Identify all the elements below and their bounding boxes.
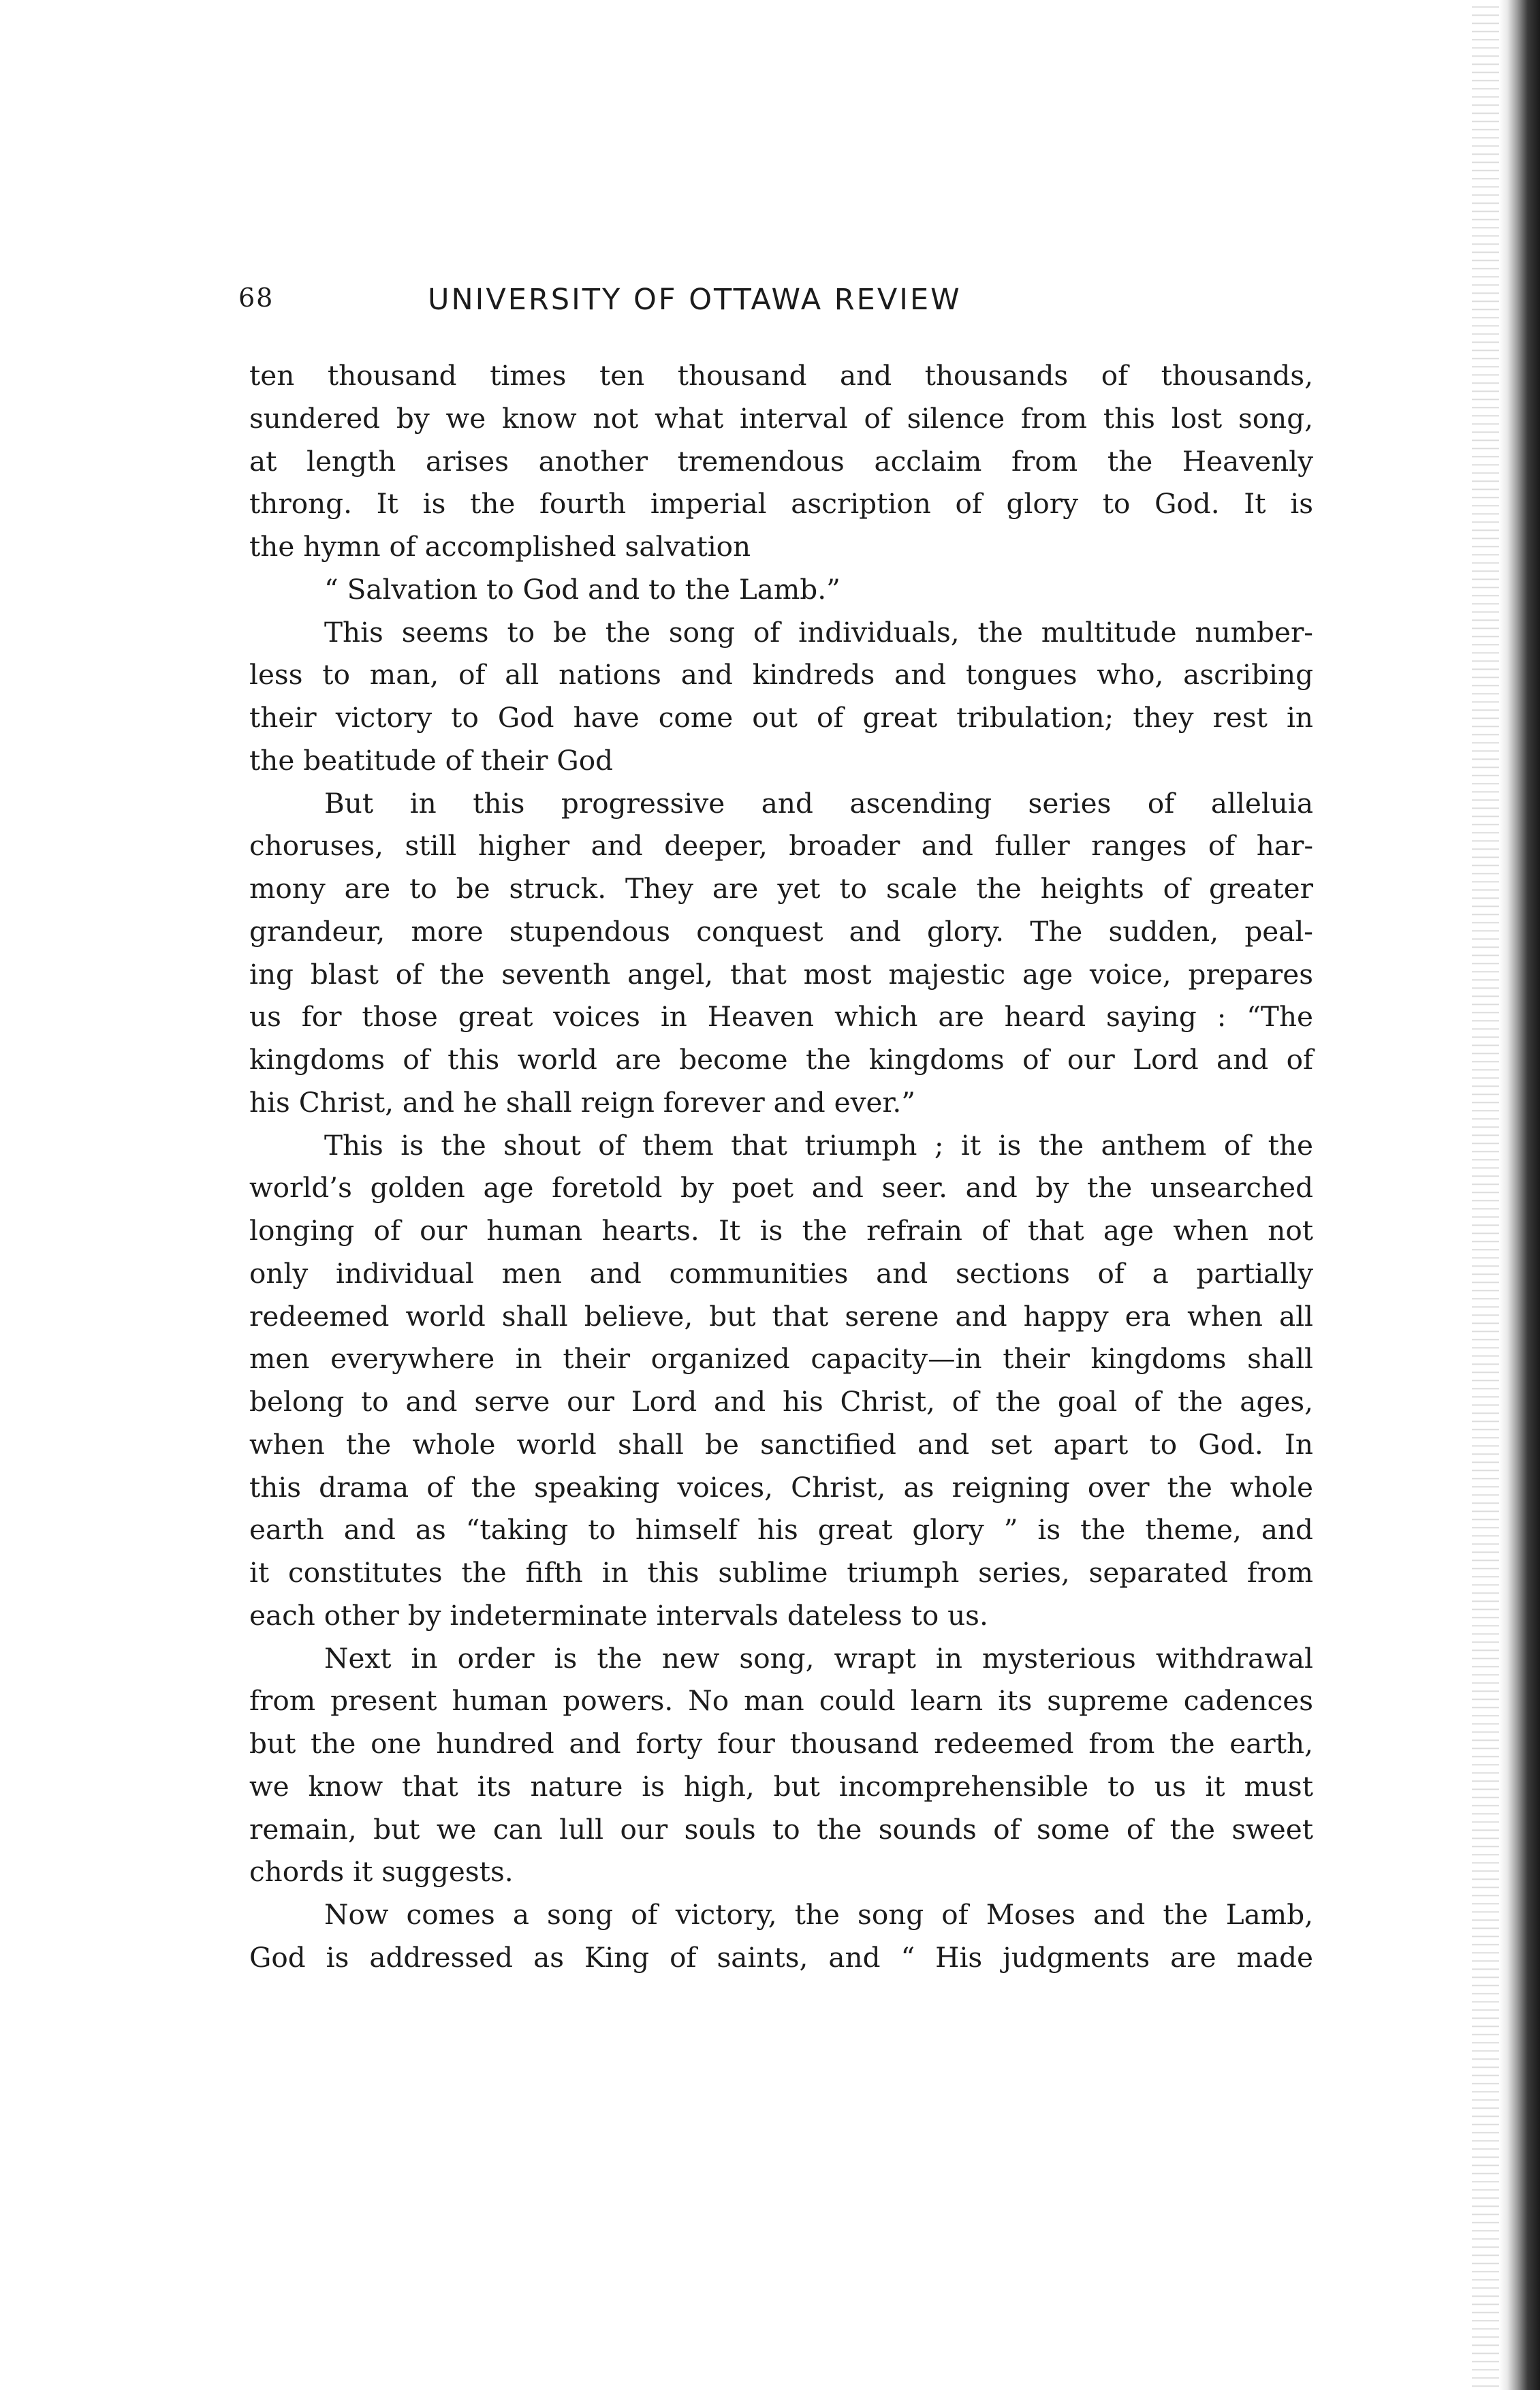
text-line: longing of our human hearts. It is the refrain of that age when not xyxy=(249,1214,1313,1247)
text-line: belong to and serve our Lord and his Christ, of the goal of the ages, xyxy=(249,1385,1313,1418)
text-line: we know that its nature is high, but incomprehensible to us it must xyxy=(249,1769,1313,1803)
text-line: us for those great voices in Heaven which are heard saying : “The xyxy=(249,1000,1313,1034)
scan-edge-speckle xyxy=(1472,0,1499,2390)
text-line: men everywhere in their organized capacity—in their kingdoms shall xyxy=(249,1342,1313,1376)
text-line: but the one hundred and forty four thousand redeemed from the earth, xyxy=(249,1727,1313,1760)
text-line: “ Salvation to God and to the Lamb.” xyxy=(324,572,840,606)
text-line: ing blast of the seventh angel, that most majestic age voice, prepares xyxy=(249,957,1313,991)
text-line: at length arises another tremendous acclaim from the Heavenly xyxy=(249,444,1313,478)
text-line: grandeur, more stupendous conquest and glory. The sudden, peal- xyxy=(249,914,1313,948)
text-line: God is addressed as King of saints, and “ His judgments are made xyxy=(249,1940,1313,1974)
text-line: Now comes a song of victory, the song of Moses and the Lamb, xyxy=(324,1898,1313,1931)
text-line: from present human powers. No man could learn its supreme cadences xyxy=(249,1684,1313,1718)
running-title: UNIVERSITY OF OTTAWA REVIEW xyxy=(428,283,962,317)
text-line: chords it suggests. xyxy=(249,1855,514,1889)
text-line: This is the shout of them that triumph ; it is the anthem of the xyxy=(324,1128,1313,1162)
text-line: each other by indeterminate intervals dateless to us. xyxy=(249,1598,988,1632)
text-line: Next in order is the new song, wrapt in mysterious withdrawal xyxy=(324,1641,1313,1675)
body-text xyxy=(249,354,1313,1979)
text-line: ten thousand times ten thousand and thousands of thousands, xyxy=(249,359,1313,392)
page-number: 68 xyxy=(238,283,274,313)
text-line: mony are to be struck. They are yet to scale the heights of greater xyxy=(249,872,1313,905)
text-line: their victory to God have come out of great tribulation; they rest in xyxy=(249,701,1313,734)
text-line: redeemed world shall believe, but that serene and happy era when all xyxy=(249,1299,1313,1333)
text-line: when the whole world shall be sanctified and set apart to God. In xyxy=(249,1427,1313,1461)
text-line: sundered by we know not what interval of silence from this lost song, xyxy=(249,401,1313,435)
text-line: choruses, still higher and deeper, broader and fuller ranges of har- xyxy=(249,829,1313,863)
text-line: kingdoms of this world are become the kingdoms of our Lord and of xyxy=(249,1043,1313,1076)
text-line: earth and as “taking to himself his great glory ” is the theme, and xyxy=(249,1513,1313,1547)
text-line: this drama of the speaking voices, Christ, as reigning over the whole xyxy=(249,1470,1313,1504)
page-header xyxy=(238,283,1328,330)
text-line: throng. It is the fourth imperial ascription of glory to God. It is xyxy=(249,487,1313,521)
text-line: world’s golden age foretold by poet and seer. and by the unsearched xyxy=(249,1171,1313,1205)
text-line: less to man, of all nations and kindreds and tongues who, ascribing xyxy=(249,658,1313,692)
text-line: the hymn of accomplished salvation xyxy=(249,530,751,563)
text-line: This seems to be the song of individuals, the multitude number- xyxy=(324,615,1313,649)
text-line: the beatitude of their God xyxy=(249,743,614,777)
scan-edge-shadow xyxy=(1499,0,1540,2390)
text-line: only individual men and communities and sections of a partially xyxy=(249,1256,1313,1290)
text-line: it constitutes the fifth in this sublime triumph series, separated from xyxy=(249,1556,1313,1589)
text-line: remain, but we can lull our souls to the sounds of some of the sweet xyxy=(249,1812,1313,1846)
text-line: But in this progressive and ascending series of alleluia xyxy=(324,786,1313,820)
text-line: his Christ, and he shall reign forever and ever.” xyxy=(249,1085,915,1119)
